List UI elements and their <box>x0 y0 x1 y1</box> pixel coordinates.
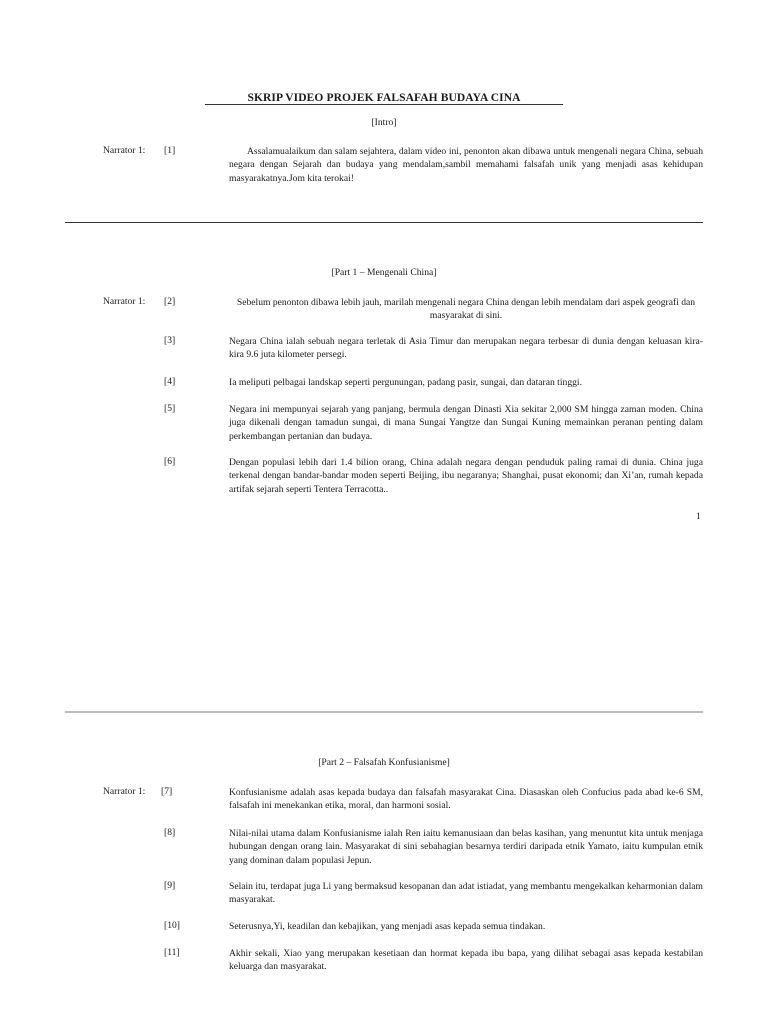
line-number: [11] <box>164 947 180 958</box>
script-paragraph: Akhir sekali, Xiao yang merupakan kesetiaan dan hormat kepada ibu bapa, yang dilihat sebagai asas kepada kestabilan keluarga dan masyarakat. <box>229 948 703 973</box>
narrator-label: Narrator 1: <box>103 786 146 797</box>
line-number: [3] <box>164 335 176 346</box>
line-number: [7] <box>161 786 173 797</box>
script-paragraph: Dengan populasi lebih dari 1.4 bilion orang, China adalah negara dengan penduduk paling ramai di dunia. China juga terkenal dengan bandar-bandar moden seperti Beijing, ibu negaranya; Shanghai, pusat ekonomi; dan Xi’an, rumah kepada artifak sejarah seperti Tentera Terracotta.. <box>229 457 703 495</box>
narrator-label: Narrator 1: <box>103 145 146 156</box>
line-number: [8] <box>164 827 176 838</box>
script-paragraph: Sebelum penonton dibawa lebih jauh, marilah mengenali negara China dengan lebih mendalam dari aspek geografi dan masyarakat di sini. <box>236 297 696 322</box>
line-number: [6] <box>164 456 176 467</box>
script-paragraph: Selain itu, terdapat juga Li yang bermaksud kesopanan dan adat istiadat, yang membantu mengekalkan keharmonian dalam masyarakat. <box>229 881 703 906</box>
script-paragraph: Negara ini mempunyai sejarah yang panjang, bermula dengan Dinasti Xia sekitar 2,000 SM hingga zaman moden. China juga dikenali dengan tamadun sungai, di mana Sungai Yangtze dan Sungai Kuning memainkan peranan penting dalam perkembangan pertanian dan budaya. <box>229 404 703 442</box>
line-number: [2] <box>164 296 176 307</box>
line-number: [9] <box>164 880 176 891</box>
section-divider <box>65 222 703 223</box>
narrator-label: Narrator 1: <box>103 296 146 307</box>
line-number: [4] <box>164 376 176 387</box>
script-paragraph: Assalamualaikum dan salam sejahtera, dalam video ini, penonton akan dibawa untuk mengenali negara China, sebuah negara dengan Sejarah dan budaya yang mendalam,sambil memahami falsafah unik yang menjadi asas kehidupan masyarakatnya.Jom kita terokai! <box>229 146 703 184</box>
part2-label: [Part 2 – Falsafah Konfusianisme] <box>318 757 450 768</box>
page-break <box>65 711 703 713</box>
line-number: [1] <box>164 145 176 156</box>
script-paragraph: Ia meliputi pelbagai landskap seperti pergunungan, padang pasir, sungai, dan dataran tinggi. <box>229 377 582 388</box>
part1-label: [Part 1 – Mengenali China] <box>331 267 437 278</box>
script-paragraph: Konfusianisme adalah asas kepada budaya dan falsafah masyarakat Cina. Diasaskan oleh Confucius pada abad ke-6 SM, falsafah ini menekankan etika, moral, dan harmoni sosial. <box>229 787 703 812</box>
document-title: SKRIP VIDEO PROJEK FALSAFAH BUDAYA CINA <box>247 92 521 104</box>
script-paragraph: Nilai-nilai utama dalam Konfusianisme ialah Ren iaitu kemanusiaan dan belas kasihan, yang menuntut kita untuk menjaga hubungan dengan orang lain. Masyarakat di sini sebahagian besarnya terdiri daripada etnik Yamato, iaitu kumpulan etnik yang dominan dalam populasi Jepun. <box>229 828 703 866</box>
page-number: 1 <box>696 511 701 522</box>
title-underline <box>205 104 563 105</box>
script-paragraph: Seterusnya,Yi, keadilan dan kebajikan, yang menjadi asas kepada semua tindakan. <box>229 921 546 932</box>
script-paragraph: Negara China ialah sebuah negara terletak di Asia Timur dan merupakan negara terbesar di dunia dengan keluasan kira-kira 9.6 juta kilometer persegi. <box>229 336 703 361</box>
line-number: [5] <box>164 403 176 414</box>
intro-label: [Intro] <box>371 117 397 128</box>
line-number: [10] <box>164 920 180 931</box>
